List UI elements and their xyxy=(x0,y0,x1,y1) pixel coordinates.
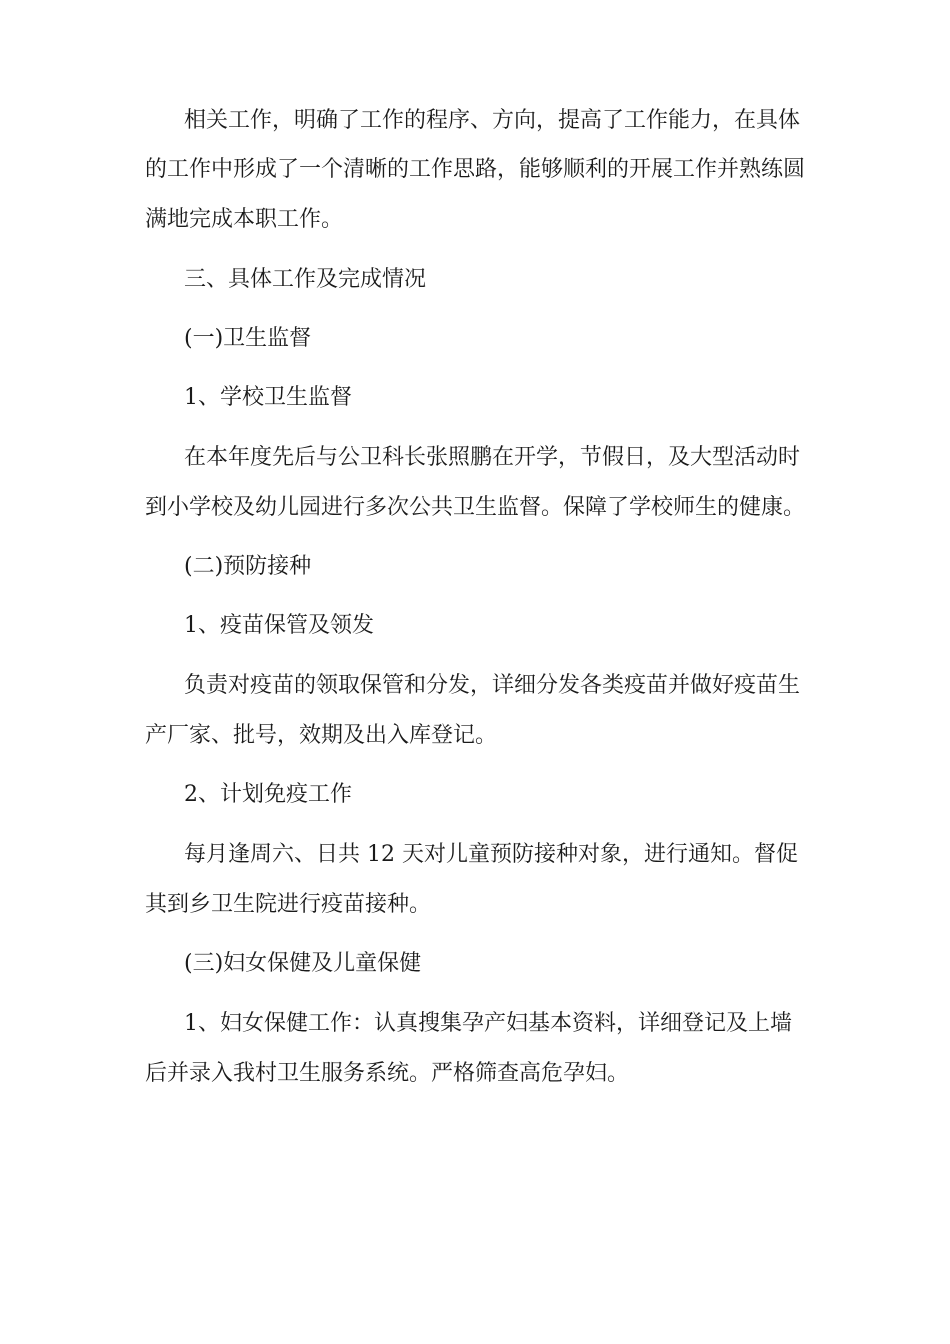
paragraph-line: 1、妇女保健工作：认真搜集孕产妇基本资料，详细登记及上墙 xyxy=(184,1011,792,1036)
paragraph-line: 其到乡卫生院进行疫苗接种。 xyxy=(145,892,432,917)
paragraph-line: 在本年度先后与公卫科长张照鹏在开学，节假日，及大型活动时 xyxy=(184,445,801,470)
paragraph-line: 负责对疫苗的领取保管和分发，详细分发各类疫苗并做好疫苗生 xyxy=(184,673,801,698)
paragraph-line: 后并录入我村卫生服务系统。严格筛查高危孕妇。 xyxy=(145,1061,630,1086)
paragraph-line: 产厂家、批号，效期及出入库登记。 xyxy=(145,723,498,748)
paragraph-line: 到小学校及幼儿园进行多次公共卫生监督。保障了学校师生的健康。 xyxy=(145,495,806,520)
paragraph-line: 满地完成本职工作。 xyxy=(145,207,344,232)
item-heading: 1、疫苗保管及领发 xyxy=(184,613,374,638)
paragraph-line: 的工作中形成了一个清晰的工作思路，能够顺利的开展工作并熟练圆 xyxy=(145,157,806,182)
subsection-heading: (一)卫生监督 xyxy=(184,326,312,351)
subsection-heading: (二)预防接种 xyxy=(184,554,312,579)
paragraph-line: 每月逢周六、日共 12 天对儿童预防接种对象，进行通知。督促 xyxy=(184,842,798,867)
item-heading: 1、学校卫生监督 xyxy=(184,385,352,410)
paragraph-line: 相关工作，明确了工作的程序、方向，提高了工作能力，在具体 xyxy=(184,108,801,133)
subsection-heading: (三)妇女保健及儿童保健 xyxy=(184,951,422,976)
section-heading: 三、具体工作及完成情况 xyxy=(184,267,427,292)
item-heading: 2、计划免疫工作 xyxy=(184,782,352,807)
